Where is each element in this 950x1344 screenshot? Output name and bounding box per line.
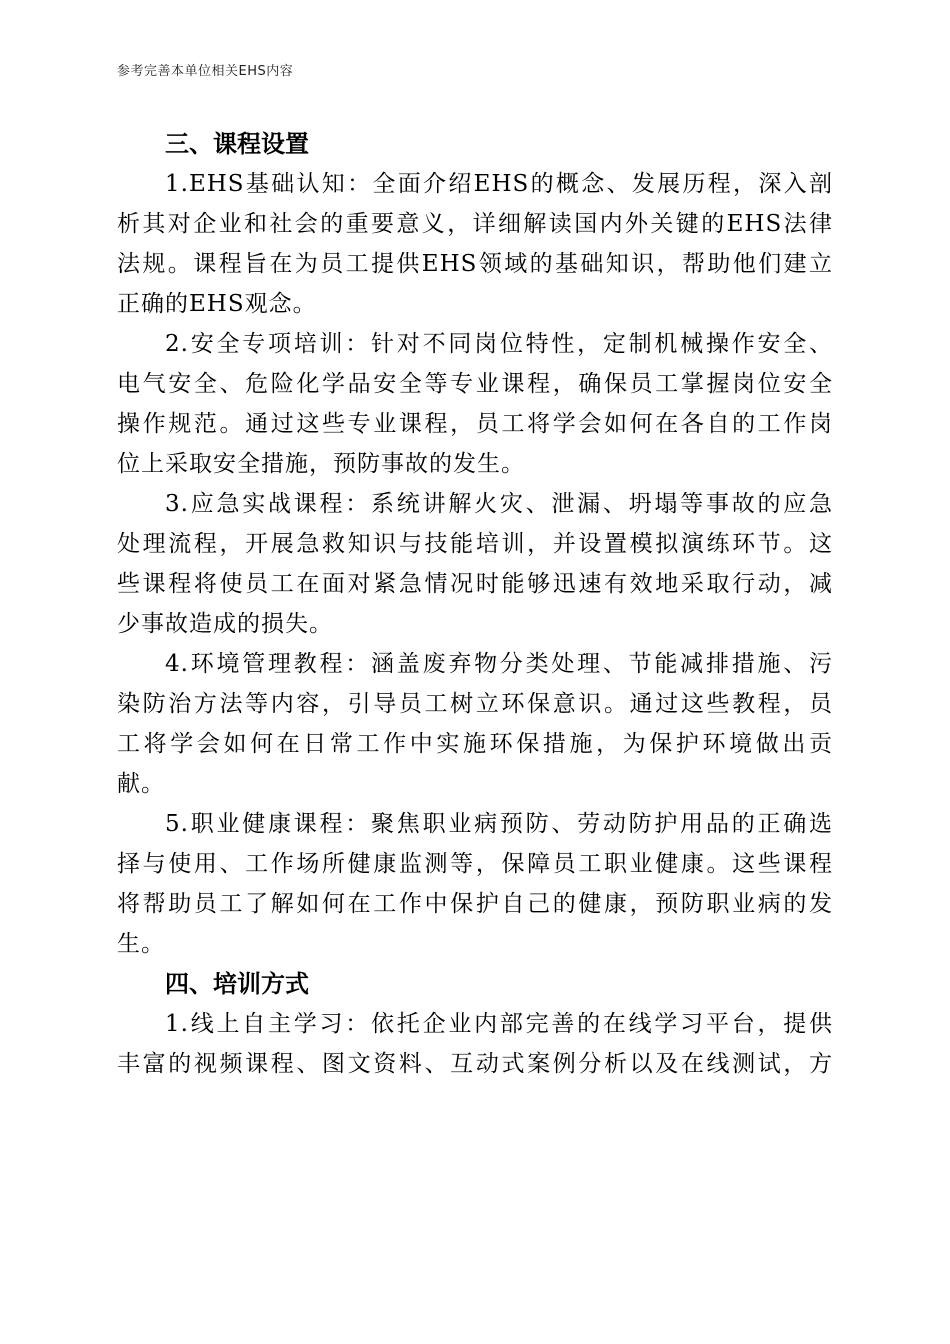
paragraph-line: 1.EHS基础认知：全面介绍EHS的概念、发展历程，深入剖	[165, 171, 833, 197]
section-heading-course-setup: 三、课程设置	[165, 130, 309, 158]
page-header: 参考完善本单位相关EHS内容	[117, 64, 294, 79]
paragraph-line: 染防治方法等内容，引导员工树立环保意识。通过这些教程，员	[117, 691, 833, 717]
paragraph-line: 电气安全、危险化学品安全等专业课程，确保员工掌握岗位安全	[117, 371, 833, 397]
paragraph-line: 丰富的视频课程、图文资料、互动式案例分析以及在线测试，方	[117, 1051, 833, 1077]
paragraph-line: 位上采取安全措施，预防事故的发生。	[117, 451, 525, 477]
paragraph-occupational-health	[117, 804, 833, 964]
paragraph-line: 工将学会如何在日常工作中实施环保措施，为保护环境做出贡	[117, 731, 833, 757]
paragraph-line: 5.职业健康课程：聚焦职业病预防、劳动防护用品的正确选	[165, 811, 833, 837]
paragraph-line: 正确的EHS观念。	[117, 291, 317, 317]
document-body	[117, 124, 833, 1084]
paragraph-line: 操作规范。通过这些专业课程，员工将学会如何在各自的工作岗	[117, 411, 833, 437]
section-heading-training-methods: 四、培训方式	[165, 970, 309, 998]
paragraph-online-learning	[117, 1004, 833, 1084]
paragraph-line: 择与使用、工作场所健康监测等，保障员工职业健康。这些课程	[117, 851, 833, 877]
paragraph-line: 4.环境管理教程：涵盖废弃物分类处理、节能减排措施、污	[165, 651, 833, 677]
paragraph-safety-training	[117, 324, 833, 484]
paragraph-emergency-course	[117, 484, 833, 644]
paragraph-line: 献。	[117, 771, 165, 797]
paragraph-line: 析其对企业和社会的重要意义，详细解读国内外关键的EHS法律	[117, 211, 833, 237]
paragraph-line: 3.应急实战课程：系统讲解火灾、泄漏、坍塌等事故的应急	[165, 491, 833, 517]
paragraph-line: 生。	[117, 931, 165, 957]
paragraph-line: 少事故造成的损失。	[117, 611, 333, 637]
paragraph-line: 将帮助员工了解如何在工作中保护自己的健康，预防职业病的发	[117, 891, 833, 917]
paragraph-line: 1.线上自主学习：依托企业内部完善的在线学习平台，提供	[165, 1011, 833, 1037]
paragraph-ehs-basics	[117, 164, 833, 324]
paragraph-line: 2.安全专项培训：针对不同岗位特性，定制机械操作安全、	[165, 331, 833, 357]
paragraph-line: 处理流程，开展急救知识与技能培训，并设置模拟演练环节。这	[117, 531, 833, 557]
paragraph-environment-course	[117, 644, 833, 804]
paragraph-line: 法规。课程旨在为员工提供EHS领域的基础知识，帮助他们建立	[117, 251, 833, 277]
paragraph-line: 些课程将使员工在面对紧急情况时能够迅速有效地采取行动，减	[117, 571, 833, 597]
